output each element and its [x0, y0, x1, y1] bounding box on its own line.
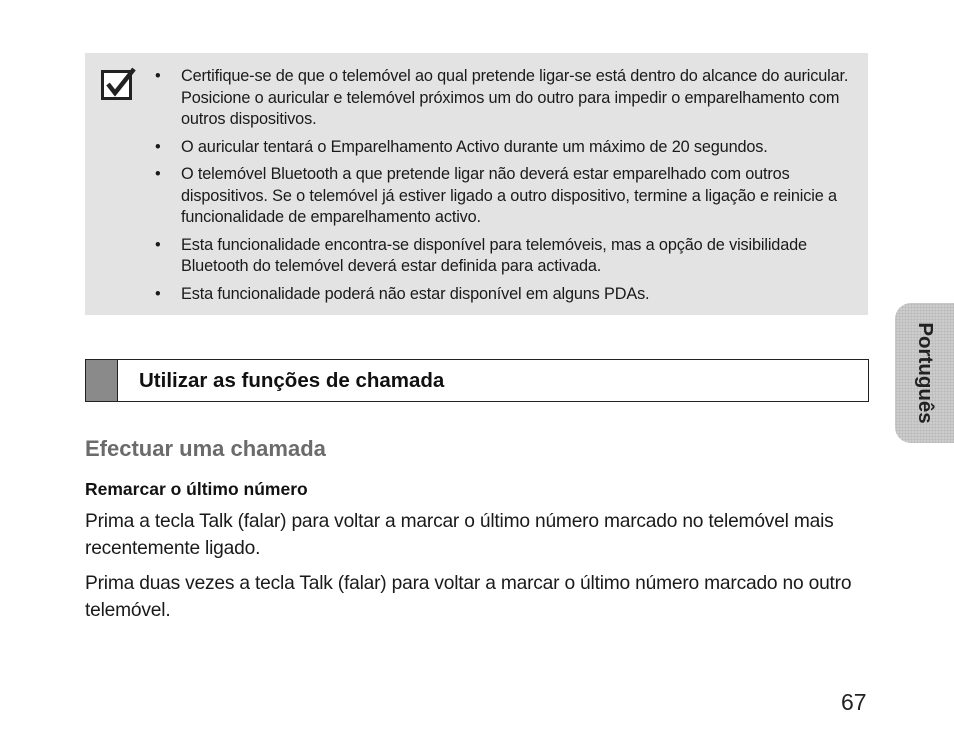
note-list	[155, 66, 861, 311]
bullet: •	[155, 137, 161, 156]
note-item-text: O telemóvel Bluetooth a que pretende ligar não deverá estar emparelhado com outros dispositivos. Se o telemóvel já estiver ligado a outro dispositivo, termine a ligação e reinicie a funcionalidade de emparelhamento activo.	[181, 165, 837, 226]
paragraph: Prima duas vezes a tecla Talk (falar) para voltar a marcar o último número marcado no outro telemóvel.	[85, 573, 852, 621]
note-item-text: Certifique-se de que o telemóvel ao qual pretende ligar-se está dentro do alcance do auricular. Posicione o auricular e telemóvel próximos um do outro para impedir o emparelhamento com outros dispositivos.	[181, 67, 849, 128]
note-item-text: Esta funcionalidade encontra-se disponível para telemóveis, mas a opção de visibilidade Bluetooth do telemóvel deverá estar definida para activada.	[181, 235, 807, 275]
note-item-text: Esta funcionalidade poderá não estar disponível em alguns PDAs.	[181, 284, 650, 303]
note-item	[155, 164, 861, 229]
language-label: Português	[914, 322, 937, 424]
language-side-tab	[895, 303, 954, 443]
section-header-tab	[86, 360, 118, 401]
bullet: •	[155, 284, 161, 303]
note-item-text: O auricular tentará o Emparelhamento Activo durante um máximo de 20 segundos.	[181, 137, 768, 156]
note-box	[85, 53, 868, 315]
page-number: 67	[841, 689, 867, 715]
bullet: •	[155, 235, 161, 254]
note-item	[155, 235, 861, 278]
subheading: Efectuar uma chamada	[85, 436, 326, 461]
note-item	[155, 137, 861, 159]
section-title: Utilizar as funções de chamada	[139, 369, 445, 392]
section-header	[85, 359, 869, 402]
note-item	[155, 66, 861, 131]
checkbox-checked-icon	[101, 67, 137, 101]
bullet: •	[155, 165, 161, 183]
paragraph: Prima a tecla Talk (falar) para voltar a marcar o último número marcado no telemóvel mais recentemente ligado.	[85, 511, 834, 559]
sub-subheading: Remarcar o último número	[85, 479, 308, 499]
bullet: •	[155, 67, 161, 85]
note-item	[155, 284, 861, 306]
